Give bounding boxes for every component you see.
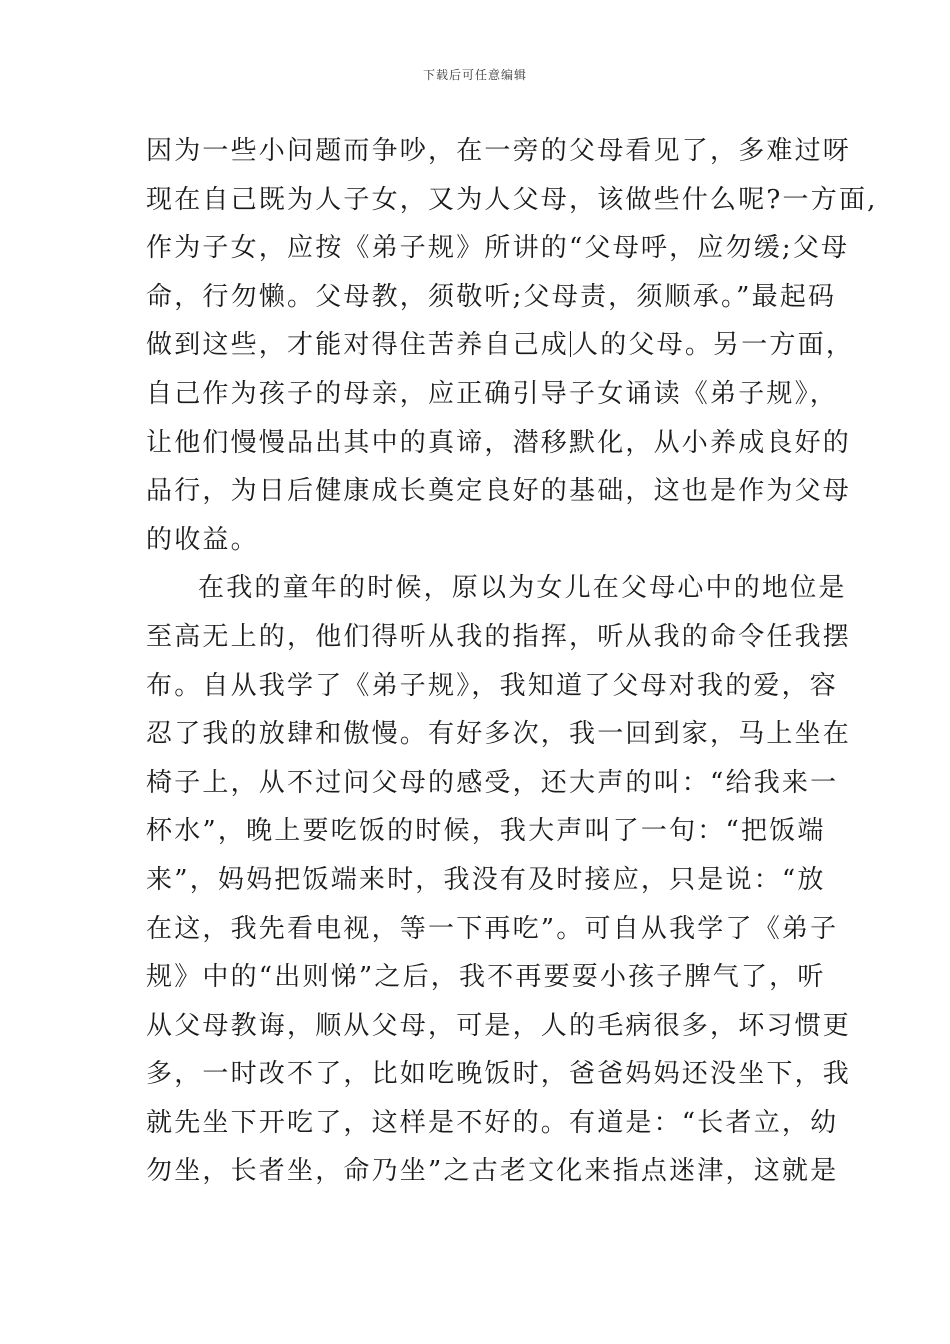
text-line: 命，行勿懒。父母教，须敬听;父母责，须顺承。”最起码	[146, 281, 837, 312]
text-line: 因为一些小问题而争吵，在一旁的父母看见了，多难过呀	[146, 136, 852, 166]
text-line: 至高无上的，他们得听从我的指挥，听从我的命令任我摆	[146, 621, 852, 652]
text-line: 自己作为孩子的母亲，应正确引导子女诵读《弟子规》，	[146, 378, 839, 409]
text-line: 勿坐，长者坐，命乃坐”之古老文化来指点迷津，这就是	[146, 1156, 839, 1187]
text-line: 在这，我先看电视，等一下再吃”。可自从我学了《弟子	[146, 913, 839, 944]
paragraph-1	[146, 127, 878, 564]
text-line: 从父母教诲，顺从父母，可是，人的毛病很多，坏习惯更	[146, 1010, 852, 1041]
text-line: 作为子女，应按《弟子规》所讲的“父母呼，应勿缓;父母	[146, 233, 850, 264]
page-header: 下载后可任意编辑	[422, 68, 527, 82]
text-line: 就先坐下开吃了，这样是不好的。有道是：“长者立，幼	[146, 1107, 839, 1138]
text-line: 椅子上，从不过问父母的感受，还大声的叫：“给我来一	[146, 767, 839, 798]
text-line: 规》中的“出则悌”之后，我不再要耍小孩子脾气了，听	[146, 962, 826, 993]
text-line: 让他们慢慢品出其中的真谛，潜移默化，从小养成良好的	[146, 427, 852, 458]
paragraph-2	[146, 564, 852, 1196]
text-line: 的收益。	[146, 524, 259, 555]
text-cursor	[570, 331, 571, 357]
text-line	[146, 321, 855, 370]
text-line: 多，一时改不了，比如吃晚饭时，爸爸妈妈还没坐下，我	[146, 1059, 852, 1090]
text-line: 现在自己既为人子女，又为人父母，该做些什么呢?一方面,	[146, 184, 878, 215]
text-line: 来”，妈妈把饭端来时，我没有及时接应，只是说：“放	[146, 864, 826, 895]
text-segment: 人的父母。另一方面，	[572, 330, 855, 361]
text-line: 杯水”，晚上要吃饭的时候，我大声叫了一句：“把饭端	[146, 816, 826, 847]
text-line: 品行，为日后健康成长奠定良好的基础，这也是作为父母	[146, 476, 852, 507]
text-line: 在我的童年的时候，原以为女儿在父母心中的地位是	[198, 573, 847, 604]
text-segment: 做到这些，才能对得住苦养自己成	[146, 330, 570, 361]
text-line: 忍了我的放肆和傲慢。有好多次，我一回到家，马上坐在	[146, 719, 852, 750]
text-line: 布。自从我学了《弟子规》，我知道了父母对我的爱，容	[146, 670, 839, 701]
document-body	[146, 127, 878, 1196]
